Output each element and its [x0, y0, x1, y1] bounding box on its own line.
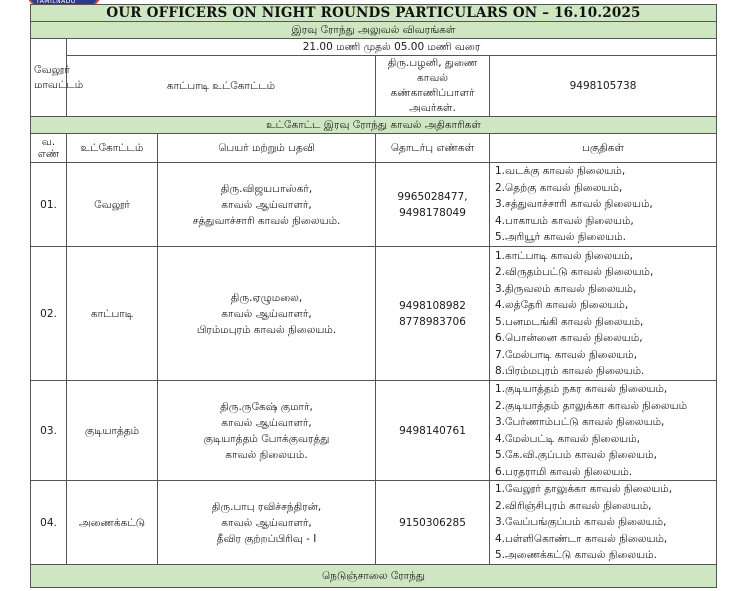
area-item: 2.விருதம்பட்டு காவல் நிலையம், — [495, 266, 654, 278]
row-sno: 04. — [31, 481, 67, 565]
area-item: 8.பிரம்மபுரம் காவல் நிலையம். — [495, 365, 645, 377]
row-areas — [490, 247, 717, 381]
row-sno: 03. — [31, 381, 67, 481]
district-officer: திரு.பழனி, துணை காவல் கண்காணிப்பாளர் அவர்கள். — [376, 56, 490, 117]
row-officer — [158, 163, 376, 247]
row-areas — [490, 163, 717, 247]
phone-number: 9498108982 — [399, 299, 466, 312]
row-subdivision: வேலூர் — [67, 163, 158, 247]
officer-line: காவல் நிலையம். — [225, 448, 308, 461]
row-phone — [376, 247, 490, 381]
row-areas — [490, 481, 717, 565]
row-sno: 01. — [31, 163, 67, 247]
row-sno: 02. — [31, 247, 67, 381]
row-phone — [376, 381, 490, 481]
logo-text: TAMILNADU — [36, 0, 76, 5]
officer-line: சத்துவாச்சாரி காவல் நிலையம். — [192, 214, 341, 227]
area-item: 4.மேல்பட்டி காவல் நிலையம், — [495, 432, 640, 445]
area-item: 5.அணைக்கட்டு காவல் நிலையம். — [495, 549, 657, 562]
phone-number: 9498178049 — [399, 206, 466, 219]
area-item: 1.வேலூர் தாலுக்கா காவல் நிலையம், — [495, 483, 673, 496]
area-item: 2.குடியாத்தம் தாலுக்கா காவல் நிலையம் — [495, 399, 688, 412]
row-officer — [158, 481, 376, 565]
area-item: 5.கே.வி.குப்பம் காவல் நிலையம், — [495, 449, 657, 461]
phone-number: 9150306285 — [399, 516, 466, 529]
area-item: 1.வடக்கு காவல் நிலையம், — [495, 165, 626, 178]
row-subdivision: குடியாத்தம் — [67, 381, 158, 481]
area-item: 1.காட்பாடி காவல் நிலையம், — [495, 249, 634, 262]
officer-line: திரு.ருகேஷ் குமார், — [220, 400, 313, 413]
area-item: 3.வேப்பங்குப்பம் காவல் நிலையம், — [495, 516, 667, 529]
officer-line: திரு.பாபு ரவிச்சந்திரன், — [211, 500, 322, 513]
area-item: 5.அரியூர் காவல் நிலையம். — [495, 231, 626, 244]
document-title: OUR OFFICERS ON NIGHT ROUNDS PARTICULARS ON – 16.10.2025 — [31, 5, 717, 22]
officer-line: திரு.விஜயபாஸ்கர், — [220, 182, 313, 195]
officer-line: காவல் ஆய்வாளர், — [221, 416, 312, 429]
time-range: 21.00 மணி முதல் 05.00 மணி வரை — [67, 39, 717, 56]
phone-number: 9498140761 — [399, 424, 466, 437]
col-header-areas: பகுதிகள் — [490, 134, 717, 163]
table-row — [31, 247, 717, 381]
col-header-sno: வ. எண் — [31, 134, 67, 163]
area-item: 2.தெற்கு காவல் நிலையம், — [495, 181, 623, 194]
row-phone — [376, 163, 490, 247]
officer-line: காவல் ஆய்வாளர், — [221, 198, 312, 211]
phone-number: 9965028477, — [397, 190, 468, 203]
table-row — [31, 163, 717, 247]
night-rounds-table — [30, 4, 717, 588]
col-header-contact: தொடர்பு எண்கள் — [376, 134, 490, 163]
row-officer — [158, 381, 376, 481]
row-officer — [158, 247, 376, 381]
section-title: உட்கோட்ட இரவு ரோந்து காவல் அதிகாரிகள் — [31, 117, 717, 134]
officer-line: குடியாத்தம் போக்குவரத்து — [203, 432, 330, 445]
document-subtitle: இரவு ரோந்து அலுவல் விவரங்கள் — [31, 22, 717, 39]
area-item: 3.பேர்ணாம்பட்டு காவல் நிலையம், — [495, 416, 665, 428]
district-subdivision: காட்பாடி உட்கோட்டம் — [67, 56, 376, 117]
row-subdivision: காட்பாடி — [67, 247, 158, 381]
table-header-row — [31, 134, 717, 163]
district-label: வேலூர் மாவட்டம் — [31, 39, 67, 117]
area-item: 4.லத்தேரி காவல் நிலையம், — [495, 299, 629, 311]
officer-line: காவல் ஆய்வாளர், — [221, 516, 312, 529]
table-row — [31, 481, 717, 565]
col-header-subdivision: உட்கோட்டம் — [67, 134, 158, 163]
area-item: 4.பள்ளிகொண்டா காவல் நிலையம், — [495, 532, 668, 545]
area-item: 6.பரதராமி காவல் நிலையம். — [495, 465, 633, 478]
district-phone: 9498105738 — [490, 56, 717, 117]
row-areas — [490, 381, 717, 481]
officer-line: பிரம்மபுரம் காவல் நிலையம். — [196, 323, 337, 336]
area-item: 1.குடியாத்தம் நகர காவல் நிலையம், — [495, 383, 668, 395]
area-item: 5.பனமடங்கி காவல் நிலையம், — [495, 315, 644, 328]
area-item: 3.திருவலம் காவல் நிலையம், — [495, 282, 637, 295]
officer-line: திரு.ஏழுமலை, — [230, 291, 303, 304]
area-item: 4.பாகாயம் காவல் நிலையம், — [495, 214, 634, 227]
row-phone — [376, 481, 490, 565]
phone-number: 8778983706 — [399, 315, 466, 328]
area-item: 7.மேல்பாடி காவல் நிலையம், — [495, 348, 638, 361]
area-item: 2.விரிஞ்சிபுரம் காவல் நிலையம், — [495, 499, 652, 512]
row-subdivision: அணைக்கட்டு — [67, 481, 158, 565]
table-row — [31, 381, 717, 481]
officer-line: தீவிர குற்றப்பிரிவு - I — [216, 532, 317, 545]
officer-line: காவல் ஆய்வாளர், — [221, 307, 312, 320]
area-item: 6.பொன்னை காவல் நிலையம், — [495, 332, 643, 344]
footer-highway-patrol: நெடுஞ்சாலை ரோந்து — [31, 565, 717, 588]
area-item: 3.சத்துவாச்சாரி காவல் நிலையம், — [495, 198, 653, 211]
col-header-officer: பெயர் மற்றும் பதவி — [158, 134, 376, 163]
